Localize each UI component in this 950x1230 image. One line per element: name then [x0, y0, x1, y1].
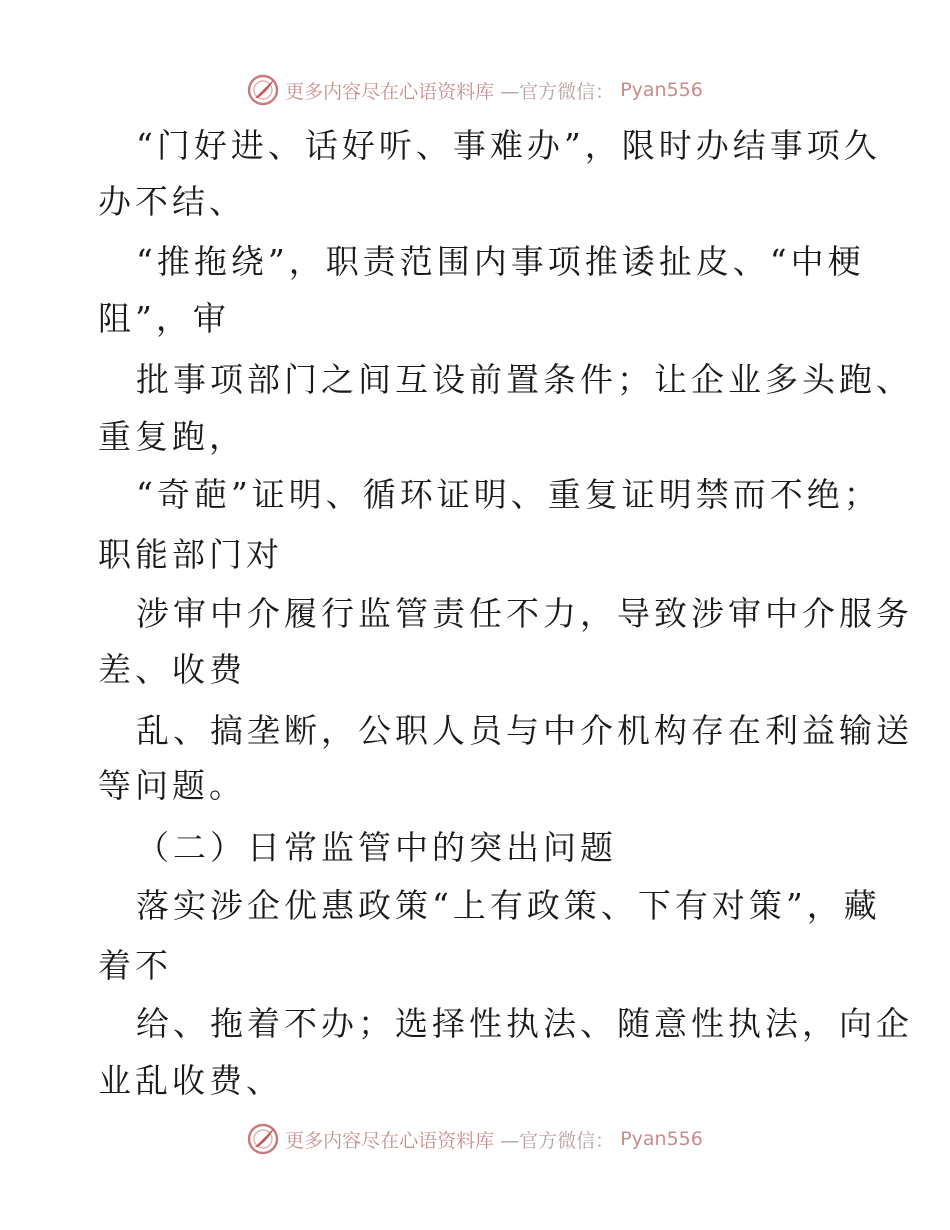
body-line: 给、拖着不办；选择性执法、随意性执法，向企 — [136, 1004, 913, 1043]
body-line: 批事项部门之间互设前置条件；让企业多头跑、 — [136, 360, 913, 399]
section-heading: （二）日常监管中的突出问题 — [136, 828, 617, 867]
watermark-bottom — [0, 1119, 950, 1159]
body-line: 差、收费 — [98, 650, 246, 689]
body-line: “推拖绕”，职责范围内事项推诿扯皮、“中梗 — [136, 242, 865, 281]
body-line: 等问题。 — [98, 766, 246, 805]
watermark-top — [0, 70, 950, 110]
body-line: 办不结、 — [98, 182, 246, 221]
watermark-id: Pyan556 — [620, 1128, 703, 1150]
body-line: 阻”，审 — [98, 299, 230, 338]
body-line: 业乱收费、 — [98, 1061, 283, 1100]
watermark-text: 更多内容尽在心语资料库 — [285, 80, 495, 103]
body-line: “奇葩”证明、循环证明、重复证明禁而不绝； — [136, 475, 881, 514]
body-line: “门好进、话好听、事难办”，限时办结事项久 — [136, 126, 881, 165]
watermark-text: 更多内容尽在心语资料库 — [285, 1129, 495, 1152]
feather-logo-icon — [247, 74, 279, 106]
body-line: 涉审中介履行监管责任不力，导致涉审中介服务 — [136, 594, 913, 633]
body-line: 着不 — [98, 946, 172, 985]
watermark-id: Pyan556 — [620, 79, 703, 101]
body-line: 落实涉企优惠政策“上有政策、下有对策”，藏 — [136, 886, 881, 925]
feather-logo-icon — [247, 1123, 279, 1155]
watermark-separator: —官方微信： — [500, 80, 615, 103]
body-line: 职能部门对 — [98, 535, 283, 574]
watermark-separator: —官方微信： — [500, 1129, 615, 1152]
body-line: 重复跑， — [98, 417, 246, 456]
body-line: 乱、搞垄断，公职人员与中介机构存在利益输送 — [136, 711, 913, 750]
